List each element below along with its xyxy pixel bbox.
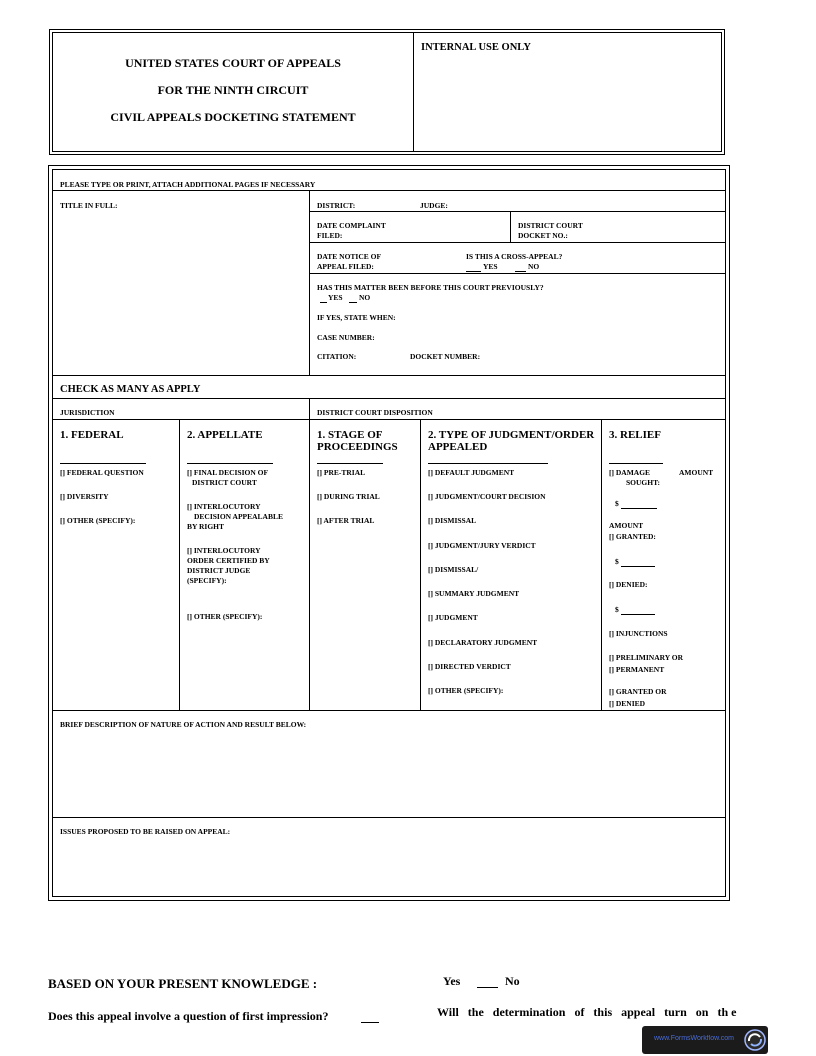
before-yes-label: YES [328,293,343,302]
relief-heading: 3. RELIEF [609,429,661,441]
denied-or-option[interactable]: [] DENIED [609,699,646,708]
court-title: UNITED STATES COURT OF APPEALS [125,56,341,70]
denied-amount-blank[interactable] [621,614,655,615]
final-decision-line2: DISTRICT COURT [192,478,257,487]
interlocutory-certified-line2: ORDER CERTIFIED BY [187,556,270,565]
interlocutory-right-line1: [] INTERLOCUTORY [187,502,261,511]
line-check-bottom [52,398,726,399]
interlocutory-certified-option[interactable] [187,546,270,586]
statement-title: CIVIL APPEALS DOCKETING STATEMENT [110,110,356,124]
permanent-option[interactable]: [] PERMANENT [609,665,665,674]
cross-no-blank[interactable] [515,271,526,272]
interlocutory-right-option[interactable] [187,502,283,532]
jury-verdict-option[interactable]: [] JUDGMENT/JURY VERDICT [428,541,536,550]
before-no-blank[interactable] [349,302,357,303]
judgment-option[interactable]: [] JUDGMENT [428,613,478,622]
forms-workflow-logo [642,1026,768,1054]
date-notice-line1: DATE NOTICE OF [317,252,382,261]
federal-other-option[interactable]: [] OTHER (SPECIFY): [60,516,136,525]
after-trial-option[interactable]: [] AFTER TRIAL [317,516,375,525]
stage-underline [317,463,383,464]
line-jurisdiction [52,419,726,420]
issues-field[interactable] [56,839,722,893]
denied-option[interactable]: [] DENIED: [609,580,648,589]
during-trial-option[interactable]: [] DURING TRIAL [317,492,380,501]
citation-label: CITATION: [317,352,357,361]
declaratory-judgment-option[interactable]: [] DECLARATORY JUDGMENT [428,638,538,647]
dismissal-option[interactable]: [] DISMISSAL [428,516,477,525]
line-columns-bottom [52,710,726,711]
divider-col4 [601,419,602,710]
present-knowledge-heading: BASED ON YOUR PRESENT KNOWLEDGE : [48,976,318,991]
federal-question-option[interactable]: [] FEDERAL QUESTION [60,468,144,477]
federal-underline [60,463,146,464]
divider-docket [510,211,511,242]
granted-or-option[interactable]: [] GRANTED OR [609,687,667,696]
granted-option[interactable]: [] GRANTED: [609,532,656,541]
jurisdiction-heading: JURISDICTION [60,408,115,417]
cross-no-label: NO [528,262,540,271]
interlocutory-certified-line1: [] INTERLOCUTORY [187,546,261,555]
yes-no-blank[interactable] [477,987,498,988]
appellate-heading: 2. APPELLATE [187,429,263,441]
judgment-heading-line2: APPEALED [428,441,488,453]
divider-col1 [179,419,180,710]
dollar-sign-2: $ [615,557,619,566]
divider-jurisdiction [309,398,310,710]
granted-amount-label: AMOUNT [609,521,644,530]
final-decision-line1: [] FINAL DECISION OF [187,468,269,477]
instructions: PLEASE TYPE OR PRINT, ATTACH ADDITIONAL PAGES IF NECESSARY [60,180,316,189]
no-column-label: No [505,974,520,988]
line-instructions [52,190,726,191]
divider-title [309,190,310,375]
check-as-many-heading: CHECK AS MANY AS APPLY [60,384,201,395]
judgment-underline [428,463,548,464]
if-yes-label: IF YES, STATE WHEN: [317,313,396,322]
directed-verdict-option[interactable]: [] DIRECTED VERDICT [428,662,511,671]
docket-number-label: DOCKET NUMBER: [410,352,481,361]
cross-yes-blank[interactable] [466,271,481,272]
brief-description-label: BRIEF DESCRIPTION OF NATURE OF ACTION AND RESULT BELOW: [60,720,307,729]
line-district [309,211,726,212]
dollar-sign-3: $ [615,605,619,614]
logo-swirl-icon [743,1028,767,1052]
district-docket-line1: DISTRICT COURT [518,221,583,230]
disposition-heading: DISTRICT COURT DISPOSITION [317,408,433,417]
circuit-title: FOR THE NINTH CIRCUIT [157,83,309,97]
dollar-sign-1: $ [615,499,619,508]
date-complaint-line1: DATE COMPLAINT [317,221,386,230]
damage-amount-label: AMOUNT [679,468,714,477]
interlocutory-certified-line4: (SPECIFY): [187,576,227,585]
dismissal-slash-option[interactable]: [] DISMISSAL/ [428,565,479,574]
before-court-label: HAS THIS MATTER BEEN BEFORE THIS COURT PREVIOUSLY? [317,283,544,292]
date-notice-label [317,252,381,272]
issues-label: ISSUES PROPOSED TO BE RAISED ON APPEAL: [60,827,231,836]
line-notice [309,273,726,274]
title-in-full-label: TITLE IN FULL: [60,201,118,210]
brief-description-field[interactable] [56,732,722,814]
interlocutory-right-line3: BY RIGHT [187,522,225,531]
internal-use-label: INTERNAL USE ONLY [421,42,531,53]
before-yes-blank[interactable] [320,302,327,303]
cross-appeal-label: IS THIS A CROSS-APPEAL? [466,252,563,261]
date-complaint-label [317,221,386,241]
line-brief-bottom [52,817,726,818]
judgment-other-option[interactable]: [] OTHER (SPECIFY): [428,686,504,695]
first-impression-question: Does this appeal involve a question of first impression? [48,1009,329,1023]
interlocutory-right-line2: DECISION APPEALABLE [194,512,283,521]
relief-underline [609,463,663,464]
judge-label: JUDGE: [420,201,448,210]
date-notice-line2: APPEAL FILED: [317,262,374,271]
summary-judgment-option[interactable]: [] SUMMARY JUDGMENT [428,589,520,598]
yes-column-label: Yes [443,974,461,988]
case-number-label: CASE NUMBER: [317,333,375,342]
stage-heading [317,429,398,453]
final-decision-option[interactable] [187,468,268,488]
line-complaint [309,242,726,243]
district-docket-label [518,221,583,241]
diversity-option[interactable]: [] DIVERSITY [60,492,109,501]
sought-amount-blank[interactable] [621,508,657,509]
line-check-top [52,375,726,376]
judgment-heading [428,429,594,453]
district-label: DISTRICT: [317,201,356,210]
logo-text: www.FormsWorkflow.com [654,1035,734,1042]
pre-trial-option[interactable]: [] PRE-TRIAL [317,468,366,477]
determination-question: Will the determination of this appeal turn on th e [437,1005,737,1019]
date-complaint-line2: FILED: [317,231,343,240]
judgment-heading-line1: 2. TYPE OF JUDGMENT/ORDER [428,429,595,441]
federal-heading: 1. FEDERAL [60,429,124,441]
divider-col3 [420,419,421,710]
appellate-other-option[interactable]: [] OTHER (SPECIFY): [187,612,263,621]
court-decision-option[interactable]: [] JUDGMENT/COURT DECISION [428,492,546,501]
interlocutory-certified-line3: DISTRICT JUDGE [187,566,251,575]
granted-amount-blank[interactable] [621,566,655,567]
injunctions-option[interactable]: [] INJUNCTIONS [609,629,668,638]
first-impression-blank[interactable] [361,1022,379,1023]
appellate-underline [187,463,273,464]
damage-option[interactable]: [] DAMAGE [609,468,651,477]
before-no-label: NO [359,293,371,302]
damage-sought-label: SOUGHT: [626,478,661,487]
default-judgment-option[interactable]: [] DEFAULT JUDGMENT [428,468,515,477]
stage-heading-line1: 1. STAGE OF [317,429,383,441]
cross-yes-label: YES [483,262,498,271]
district-docket-line2: DOCKET NO.: [518,231,568,240]
preliminary-option[interactable]: [] PRELIMINARY OR [609,653,684,662]
stage-heading-line2: PROCEEDINGS [317,441,398,453]
